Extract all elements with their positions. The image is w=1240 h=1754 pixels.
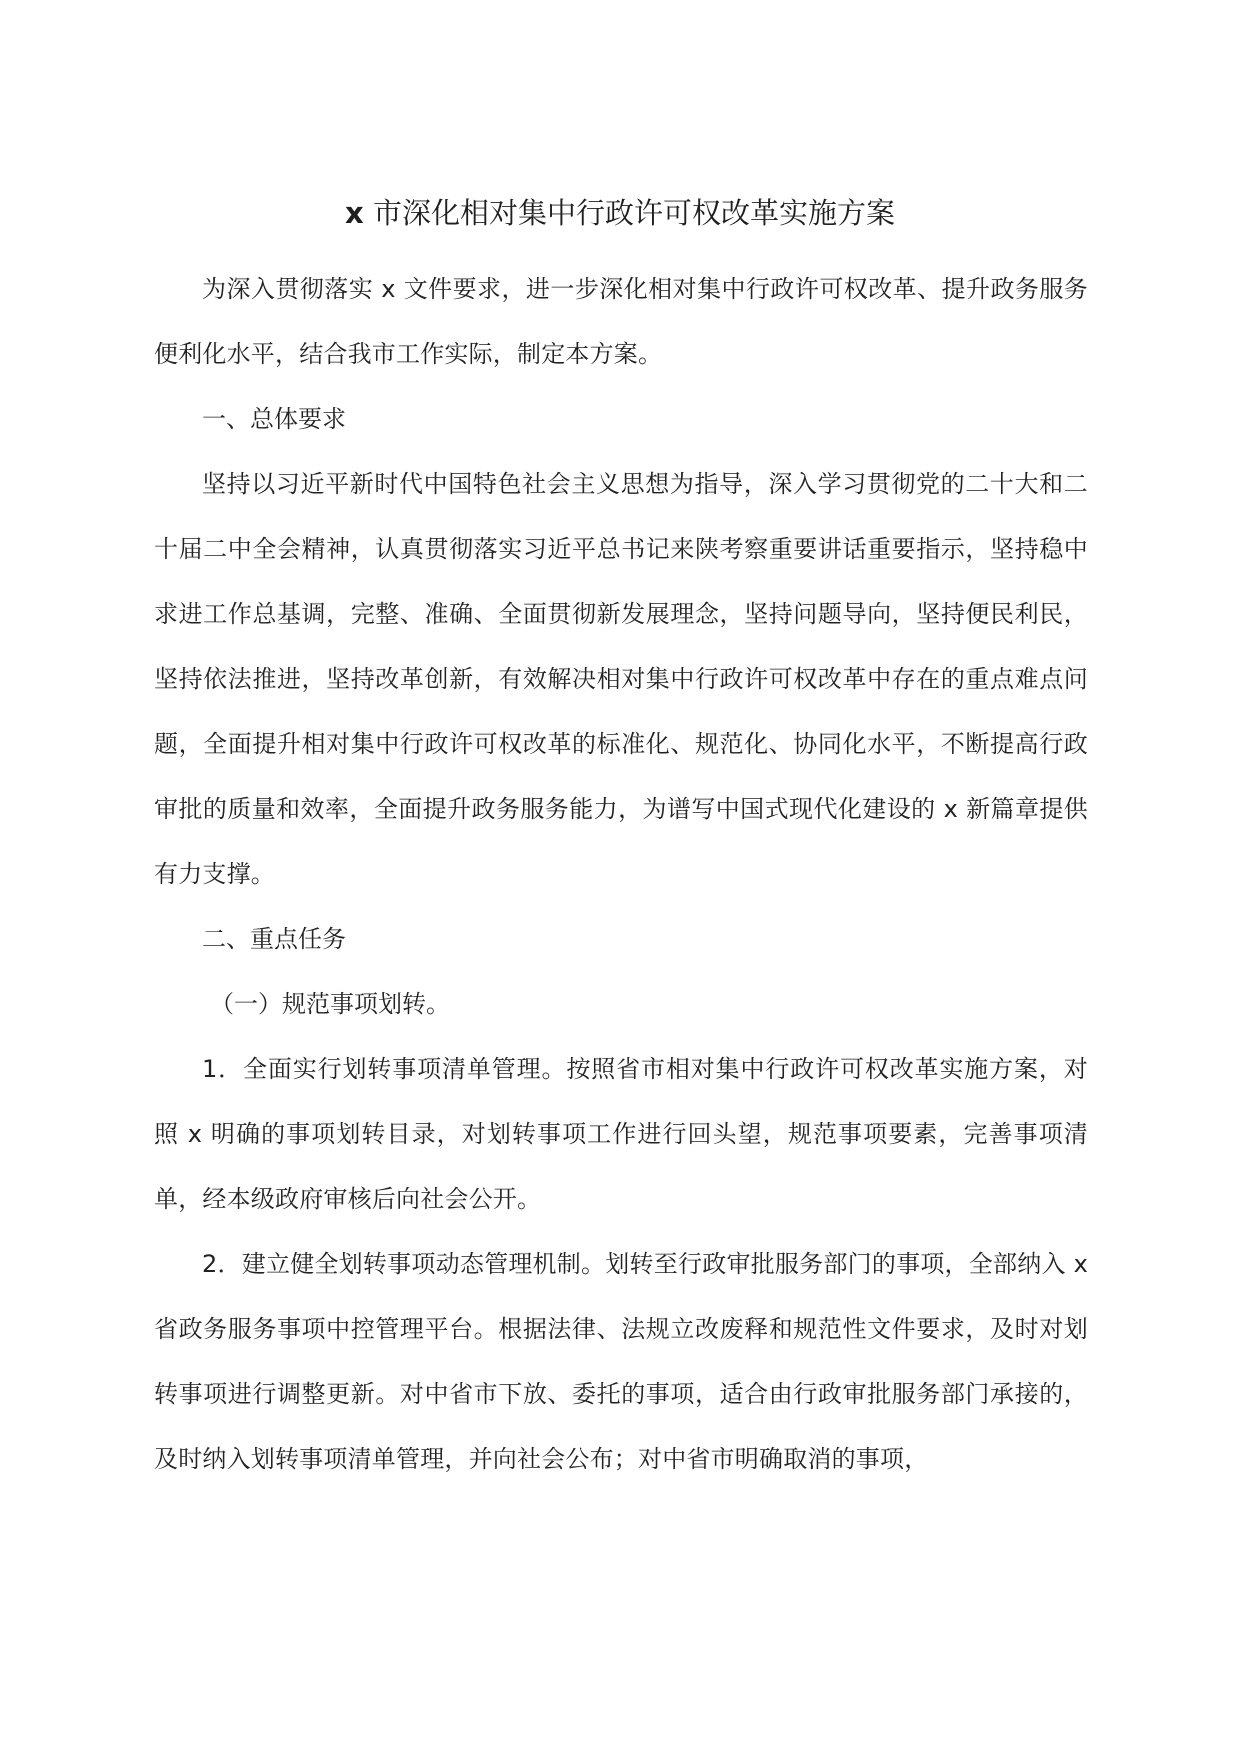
- document-title: [150, 193, 1090, 233]
- title-prefix: x: [345, 196, 364, 230]
- section-heading-general-requirements: 一、总体要求: [202, 405, 346, 433]
- task-paragraph-1: 1．全面实行划转事项清单管理。按照省市相对集中行政许可权改革实施方案，对照 x 明确的事项划转目录，对划转事项工作进行回头望，规范事项要素，完善事项清单，经本级政府审核后向社会公开。: [154, 1055, 1088, 1213]
- subsection-heading-standardize-transfer: （一）规范事项划转。: [210, 990, 450, 1018]
- title-text: 市深化相对集中行政许可权改革实施方案: [363, 196, 895, 230]
- section-heading-key-tasks: 二、重点任务: [202, 925, 346, 953]
- document-body: [154, 257, 1088, 1492]
- task-paragraph-2: 2．建立健全划转事项动态管理机制。划转至行政审批服务部门的事项，全部纳入 x 省政务服务事项中控管理平台。根据法律、法规立改废释和规范性文件要求，及时对划转事项进行调整更新。对中省市下放、委托的事项，适合由行政审批服务部门承接的，及时纳入划转事项清单管理，并向社会公布；对中省市明确取消的事项，: [154, 1250, 1088, 1473]
- general-requirements-paragraph: 坚持以习近平新时代中国特色社会主义思想为指导，深入学习贯彻党的二十大和二十届二中全会精神，认真贯彻落实习近平总书记来陕考察重要讲话重要指示，坚持稳中求进工作总基调，完整、准确、全面贯彻新发展理念，坚持问题导向，坚持便民利民，坚持依法推进，坚持改革创新，有效解决相对集中行政许可权改革中存在的重点难点问题，全面提升相对集中行政许可权改革的标准化、规范化、协同化水平，不断提高行政审批的质量和效率，全面提升政务服务能力，为谱写中国式现代化建设的 x 新篇章提供有力支撑。: [154, 470, 1088, 888]
- intro-paragraph: 为深入贯彻落实 x 文件要求，进一步深化相对集中行政许可权改革、提升政务服务便利化水平，结合我市工作实际，制定本方案。: [154, 275, 1088, 368]
